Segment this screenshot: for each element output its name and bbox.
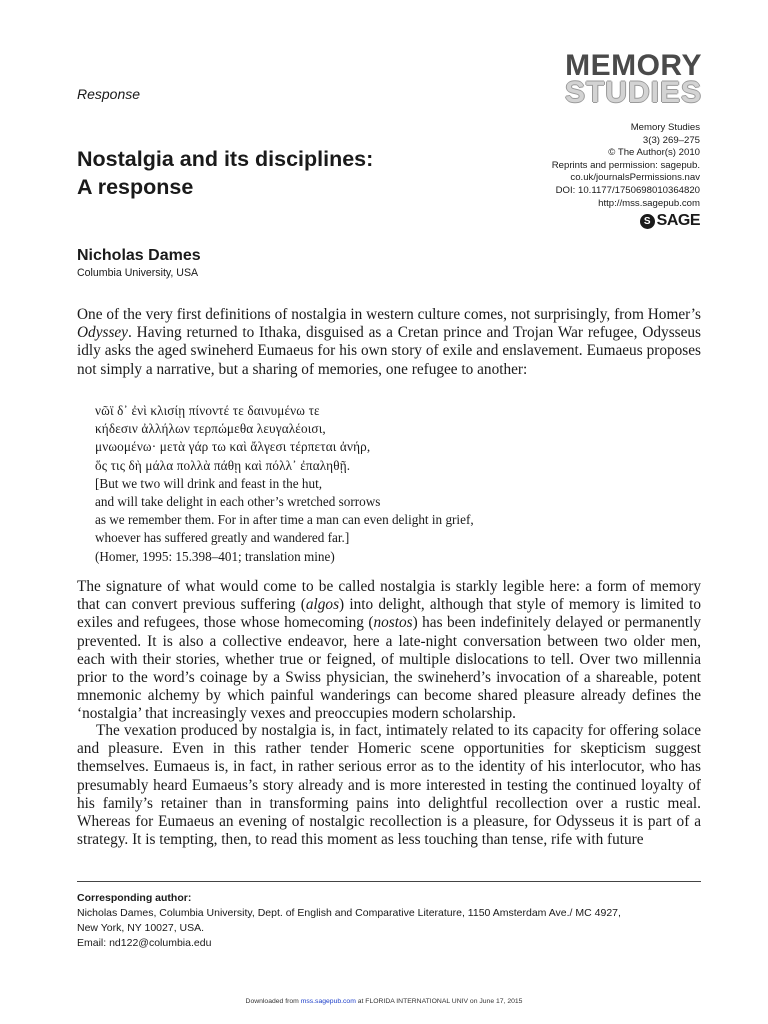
- meta-doi[interactable]: DOI: 10.1177/1750698010364820: [555, 184, 700, 196]
- meta-url[interactable]: http://mss.sagepub.com: [598, 197, 700, 209]
- paragraph-2: The signature of what would come to be called nostalgia is starkly legible here: a form of memory that can convert previous suffering (algos) into delight, although that style of memory is limited to exiles and refugees, those whose homecoming (nostos) has been indefinitely delayed or permanently prevented. It is also a collective endeavor, here a late-night conversation between two older men, each with their stories, whether true or feigned, of multiple dislocations to tell. Over two millennia prior to the word’s coinage by a Swiss physician, the swineherd’s invocation of a shareable, potent mnemonic alchemy by which painful wanderings can become shared pleasure already defines the ‘nostalgia’ that increasingly vexes and preoccupies modern scholarship.: [77, 578, 701, 723]
- sage-badge-icon: S: [640, 214, 655, 229]
- meta-copyright: © The Author(s) 2010: [608, 147, 700, 159]
- translation-line: whoever has suffered greatly and wandered far.]: [95, 530, 350, 546]
- publisher-logo: [640, 212, 700, 230]
- author-affiliation: Columbia University, USA: [77, 267, 199, 279]
- block-quote: [95, 402, 695, 566]
- corresponding-city: New York, NY 10027, USA.: [77, 922, 205, 934]
- term-nostos: nostos: [373, 614, 413, 632]
- corresponding-author: [77, 891, 707, 951]
- translation-line: as we remember them. For in after time a man can even delight in grief,: [95, 512, 474, 528]
- title-odyssey: Odyssey: [77, 324, 128, 342]
- paragraph-1: One of the very first definitions of nostalgia in western culture comes, not surprisingly, from Homer’s Odyssey. Having returned to Ithaka, disguised as a Cretan prince and Trojan War refugee, Odysseus idly asks the aged swineherd Eumaeus for his own story of exile and enslavement. Eumaeus proposes not simply a narrative, but a sharing of memories, one refugee to another:: [77, 306, 701, 378]
- section-label: Response: [77, 86, 141, 102]
- journal-logo-line2: STUDIES: [564, 76, 702, 109]
- journal-logo-line1: MEMORY: [565, 49, 702, 82]
- translation-line: and will take delight in each other’s wretched sorrows: [95, 494, 381, 510]
- journal-logo: [532, 49, 702, 109]
- footnote-divider: [77, 881, 701, 882]
- paragraph-3: The vexation produced by nostalgia is, in fact, intimately related to its capacity for offering solace and pleasure. Even in this rather tender Homeric scene opportunities for skepticism suggest themselves. Eumaeus is, in fact, in rather serious error as to the identity of his interlocutor, who has presumably heard Eumaeus’s story already and is more interested in testing the continued loyalty of his family’s retainer than in transforming pains into delightful recollection over a rustic meal. Whereas for Eumaeus an evening of nostalgic recollection is a pleasure, for Odysseus it is part of a strategy. It is tempting, then, to read this moment as less touching than tense, rife with future: [77, 722, 701, 849]
- meta-permissions-link[interactable]: co.uk/journalsPermissions.nav: [570, 172, 700, 184]
- meta-journal: Memory Studies: [630, 122, 700, 133]
- greek-line: νῶϊ δ᾽ ἐνὶ κλισίῃ πίνοντέ τε δαινυμένω τε: [95, 403, 320, 418]
- publisher-name: SAGE: [656, 212, 700, 229]
- author-name: Nicholas Dames: [77, 247, 201, 264]
- term-algos: algos: [305, 596, 340, 614]
- title-line-1: Nostalgia and its disciplines:: [77, 147, 374, 171]
- title-line-2: A response: [77, 175, 194, 199]
- quote-citation: (Homer, 1995: 15.398–401; translation mine): [95, 548, 335, 564]
- meta-issue: 3(3) 269–275: [642, 134, 700, 146]
- corresponding-email[interactable]: Email: nd122@columbia.edu: [77, 937, 212, 949]
- article-title: [77, 145, 373, 201]
- corresponding-address: Nicholas Dames, Columbia University, Dept. of English and Comparative Literature, 1150 Amsterdam Ave./ MC 4927,: [77, 907, 621, 919]
- corresponding-heading: Corresponding author:: [77, 892, 192, 904]
- download-footer: Downloaded from mss.sagepub.com at FLORIDA INTERNATIONAL UNIV on June 17, 2015: [245, 998, 523, 1005]
- greek-line: ὅς τις δὴ μάλα πολλὰ πάθῃ καὶ πόλλ᾽ ἐπαληθῇ.: [95, 457, 351, 473]
- footer-link[interactable]: mss.sagepub.com: [300, 998, 356, 1005]
- greek-line: μνωομένω· μετὰ γάρ τω καὶ ἄλγεσι τέρπεται ἀνήρ,: [95, 439, 371, 455]
- translation-line: [But we two will drink and feast in the hut,: [95, 475, 323, 491]
- journal-meta: [480, 122, 700, 210]
- greek-line: κήδεσιν ἀλλήλων τερπώμεθα λευγαλέοισι,: [95, 421, 326, 437]
- meta-reprints: Reprints and permission: sagepub.: [551, 159, 700, 171]
